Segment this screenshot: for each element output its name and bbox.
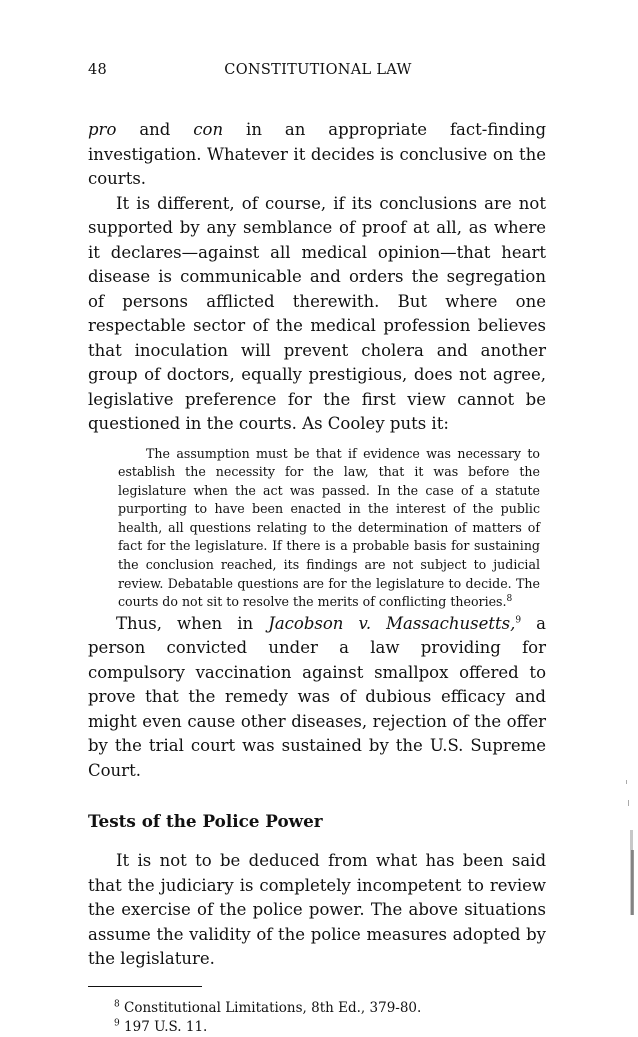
paragraph-2: It is different, of course, if its conclusions are not supported by any semblance of proof at all, as where it declares—against all medical opinion—that heart disease is communicable and orders the segregation of persons afflicted therewith. But where one respectable sector of the medical profession believes that inoculation will prevent cholera and another group of doctors, equally prestigious, does not agree, legislative preference for the first view cannot be questioned in the courts. As Cooley puts it: [88, 193, 546, 433]
footnote-9-text: 197 U.S. 11. [119, 1018, 208, 1035]
footnote-divider [88, 986, 202, 987]
footnote-mark-9: 9 [114, 1018, 120, 1029]
paragraph-1-text-b: in an appropriate fact-finding investigation. Whatever it decides is conclusive on the courts. [88, 120, 546, 188]
italic-term-con: con [193, 120, 224, 139]
footnote-mark-8: 8 [114, 999, 120, 1010]
paragraph-1 [88, 118, 546, 192]
paragraph-3 [88, 612, 546, 784]
block-quote-body: The assumption must be that if evidence was necessary to establish the necessity for the law, that it was before the legislature when the act was passed. In the case of a statute purporting to have been enacted in the interest of the public health, all questions relating to the determination of matters of fact for the legislature. If there is a probable basis for sustaining the conclusion reached, its findings are not subject to judicial review. Debatable questions are for the legislature to decide. The courts do not sit to resolve the merits of conflicting theories. [118, 445, 540, 610]
page-number: 48 [88, 62, 108, 78]
footnotes [88, 999, 546, 1037]
case-name: Jacobson v. Massachusetts, [268, 613, 516, 633]
paragraph-4: It is not to be deduced from what has been said that the judiciary is completely incompetent to review the exercise of the police power. The above situations assume the validity of the police measures adopted by the legislature. [88, 851, 546, 969]
footnote-ref-8: 8 [506, 594, 513, 605]
running-title: CONSTITUTIONAL LAW [224, 62, 412, 78]
paragraph-3-text-a: Thus, when in [116, 613, 269, 633]
scan-edge-artifact [624, 770, 634, 915]
footnote-8 [114, 999, 546, 1018]
paragraph-3-text-b: a person convicted under a law providing for compulsory vaccination against smallpox offered to prove that the remedy was of dubious efficacy and might even cause other diseases, rejection of the offer by the trial court was sustained by the U.S. Supreme Court. [88, 613, 546, 780]
running-header [88, 62, 548, 82]
footnote-8-text: Constitutional Limitations, 8th Ed., 379-80. [119, 999, 422, 1016]
section-heading: Tests of the Police Power [88, 811, 323, 832]
paragraph-1-text-a: and [116, 120, 194, 139]
footnote-ref-9: 9 [515, 615, 522, 626]
italic-term-pro: pro [88, 120, 117, 139]
block-quote-text [118, 445, 540, 612]
main-text [88, 118, 546, 1037]
block-quote [88, 445, 546, 612]
footnote-9 [114, 1018, 546, 1037]
